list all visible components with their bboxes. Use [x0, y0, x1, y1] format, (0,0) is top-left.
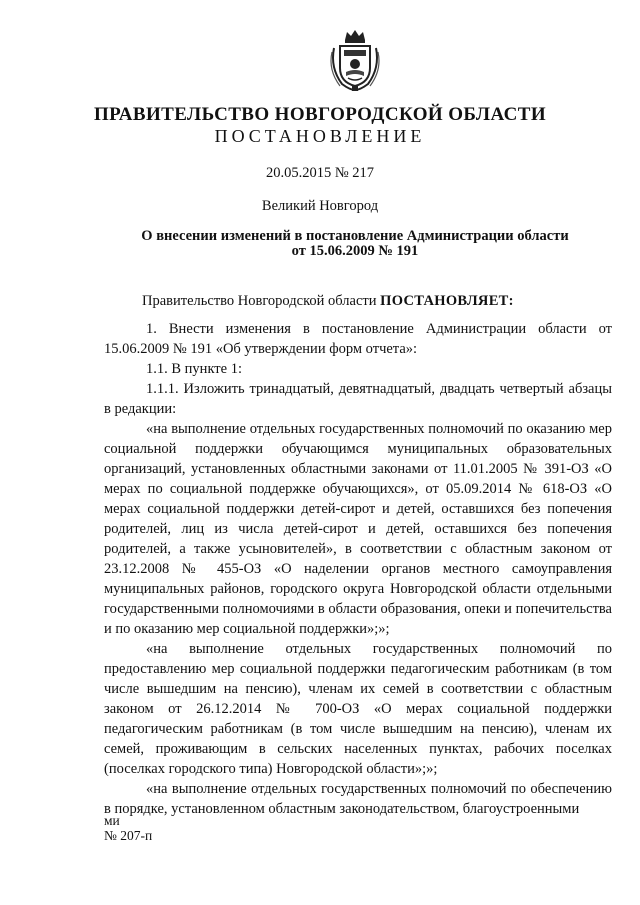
paragraph-quote-1: «на выполнение отдельных государственных полномочий по оказанию мер социальной поддержки обучающимся муниципальных образовательных организаций, установленных областными законами от 11.01.2005 № 391-ОЗ «О мерах по социальной поддержке обучающихся», от 05.09.2014 № 618-ОЗ «О мерах социальной поддержки детей-сирот и детей, оставшихся без попечения родителей, лиц из числа детей-сирот и детей, оставшихся без попечения родителей, а также усыновителей», в соответствии с областным законом от 23.12.2008 № 455-ОЗ «О наделении органов местного самоуправления муниципальных районов, городского округа Новгородской области отдельными государственными полномочиями в области образования, опеки и попечительства и по оказанию мер социальной поддержки»;»;: [104, 421, 612, 637]
preamble-resolve: ПОСТАНОВЛЯЕТ:: [380, 293, 514, 309]
paragraph-quote-2: «на выполнение отдельных государственных полномочий по предоставлению мер социальной поддержки педагогическим работникам (в том числе вышедшим на пенсию), членам их семей в соответствии с областным законом от 26.12.2014 № 700-ОЗ «О мерах социальной поддержки педагогическим работникам (в том числе вышедшим на пенсию), членам их семей, проживающим в сельских населенных пунктах, рабочих поселках (поселках городского типа) Новгородской области»;»;: [104, 641, 612, 777]
document-body: [104, 291, 612, 819]
paragraph-1-1-1: 1.1.1. Изложить тринадцатый, девятнадцатый, двадцать четвертый абзацы в редакции:: [104, 381, 612, 417]
paragraph-1-1: 1.1. В пункте 1:: [146, 361, 242, 377]
document-type: ПОСТАНОВЛЕНИЕ: [214, 126, 426, 146]
subject-line-2: от 15.06.2009 № 191: [291, 243, 419, 259]
footer-initials: ми: [104, 813, 120, 828]
preamble-text: Правительство Новгородской области: [142, 293, 381, 309]
document-footer: [104, 813, 152, 843]
paragraph-quote-3: «на выполнение отдельных государственных полномочий по обеспечению в порядке, установленном областным законодательством, благоустроенными: [104, 781, 612, 817]
preamble: [104, 291, 612, 311]
organization-title: ПРАВИТЕЛЬСТВО НОВГОРОДСКОЙ ОБЛАСТИ: [94, 104, 546, 125]
paragraph-1: 1. Внести изменения в постановление Администрации области от 15.06.2009 № 191 «Об утверждении форм отчета»:: [104, 321, 612, 357]
document-date-number: 20.05.2015 № 217: [265, 165, 375, 181]
coat-of-arms-icon: [326, 28, 384, 92]
document-subject: [120, 229, 590, 259]
footer-doc-number: № 207-п: [104, 828, 153, 843]
document-city: Великий Новгород: [261, 198, 379, 214]
subject-line-1: О внесении изменений в постановление Администрации области: [141, 228, 569, 244]
